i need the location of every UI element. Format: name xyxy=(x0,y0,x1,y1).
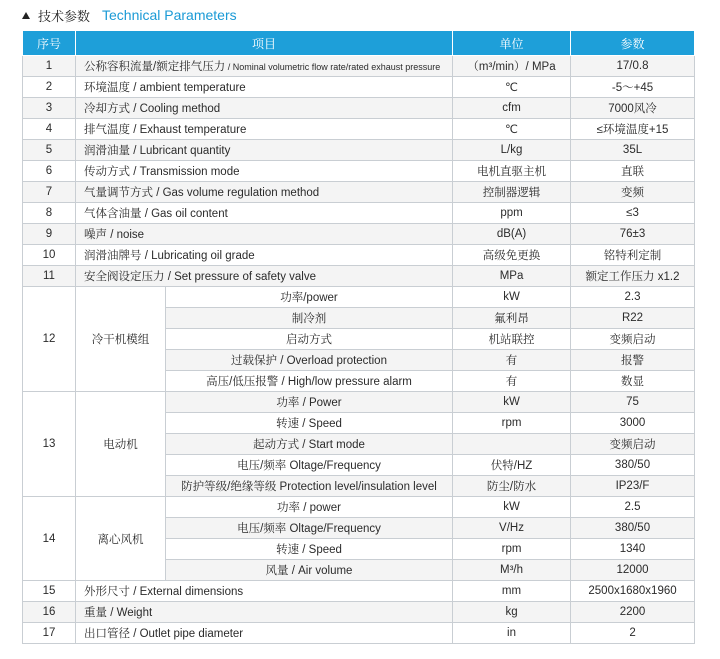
row-value: 76±3 xyxy=(571,224,695,245)
table-row xyxy=(23,98,695,119)
table-row xyxy=(23,77,695,98)
col-item: 项目 xyxy=(76,31,453,56)
row-item: 起动方式 / Start mode xyxy=(166,434,453,455)
row-item: 气体含油量 / Gas oil content xyxy=(76,203,453,224)
row-value: 12000 xyxy=(571,560,695,581)
table-row xyxy=(23,56,695,77)
row-unit: 控制器逻辑 xyxy=(453,182,571,203)
row-unit: 电机直驱主机 xyxy=(453,161,571,182)
row-value: 报警 xyxy=(571,350,695,371)
row-item: 冷却方式 / Cooling method xyxy=(76,98,453,119)
row-value: 2200 xyxy=(571,602,695,623)
row-value: 380/50 xyxy=(571,518,695,539)
table-row xyxy=(23,266,695,287)
row-unit: dB(A) xyxy=(453,224,571,245)
row-item: 传动方式 / Transmission mode xyxy=(76,161,453,182)
row-item: 排气温度 / Exhaust temperature xyxy=(76,119,453,140)
row-value: 直联 xyxy=(571,161,695,182)
row-item: 功率 / Power xyxy=(166,392,453,413)
row-value: 2.5 xyxy=(571,497,695,518)
row-value: 2 xyxy=(571,623,695,644)
row-value: IP23/F xyxy=(571,476,695,497)
row-value: 变频启动 xyxy=(571,329,695,350)
row-value: 35L xyxy=(571,140,695,161)
row-item: 外形尺寸 / External dimensions xyxy=(76,581,453,602)
row-no: 17 xyxy=(23,623,76,644)
row-unit: ℃ xyxy=(453,77,571,98)
row-unit: M³/h xyxy=(453,560,571,581)
row-item-cn: 公称容积流量/额定排气压力 xyxy=(84,61,226,73)
row-item: 功率 / power xyxy=(166,497,453,518)
row-value: 额定工作压力 x1.2 xyxy=(571,266,695,287)
row-value: 铭特利定制 xyxy=(571,245,695,266)
row-item xyxy=(76,56,453,77)
row-unit: V/Hz xyxy=(453,518,571,539)
row-value: 2500x1680x1960 xyxy=(571,581,695,602)
row-unit xyxy=(453,434,571,455)
group-no: 14 xyxy=(23,497,76,581)
table-row xyxy=(23,602,695,623)
group-name: 离心风机 xyxy=(76,497,166,581)
triangle-icon xyxy=(22,12,30,19)
row-unit: kg xyxy=(453,602,571,623)
row-unit: （m³/min）/ MPa xyxy=(453,56,571,77)
table-row xyxy=(23,224,695,245)
row-item: 转速 / Speed xyxy=(166,539,453,560)
row-unit: L/kg xyxy=(453,140,571,161)
row-unit: rpm xyxy=(453,413,571,434)
table-row xyxy=(23,140,695,161)
row-unit: in xyxy=(453,623,571,644)
row-no: 1 xyxy=(23,56,76,77)
row-unit: kW xyxy=(453,392,571,413)
row-unit: 高级免更换 xyxy=(453,245,571,266)
row-unit: 氟利昂 xyxy=(453,308,571,329)
table-row xyxy=(23,497,695,518)
row-value: 380/50 xyxy=(571,455,695,476)
row-value: 变频 xyxy=(571,182,695,203)
row-unit: 伏特/HZ xyxy=(453,455,571,476)
row-unit: MPa xyxy=(453,266,571,287)
row-item: 安全阀设定压力 / Set pressure of safety valve xyxy=(76,266,453,287)
row-value: 3000 xyxy=(571,413,695,434)
table-row xyxy=(23,245,695,266)
table-row xyxy=(23,581,695,602)
row-no: 6 xyxy=(23,161,76,182)
row-item: 转速 / Speed xyxy=(166,413,453,434)
row-unit: kW xyxy=(453,287,571,308)
row-item: 防护等级/绝缘等级 Protection level/insulation level xyxy=(166,476,453,497)
row-no: 11 xyxy=(23,266,76,287)
row-item: 启动方式 xyxy=(166,329,453,350)
row-value: ≤3 xyxy=(571,203,695,224)
row-no: 16 xyxy=(23,602,76,623)
table-row xyxy=(23,161,695,182)
row-item: 出口管径 / Outlet pipe diameter xyxy=(76,623,453,644)
group-name: 冷干机模组 xyxy=(76,287,166,392)
row-unit: 机站联控 xyxy=(453,329,571,350)
col-value: 参数 xyxy=(571,31,695,56)
row-unit: mm xyxy=(453,581,571,602)
header-row xyxy=(23,31,695,56)
row-unit: ppm xyxy=(453,203,571,224)
group-name: 电动机 xyxy=(76,392,166,497)
row-unit: kW xyxy=(453,497,571,518)
row-item: 制冷剂 xyxy=(166,308,453,329)
col-no: 序号 xyxy=(23,31,76,56)
row-item: 润滑油量 / Lubricant quantity xyxy=(76,140,453,161)
group-no: 13 xyxy=(23,392,76,497)
row-value: 2.3 xyxy=(571,287,695,308)
row-item: 电压/频率 Oltage/Frequency xyxy=(166,455,453,476)
row-item: 噪声 / noise xyxy=(76,224,453,245)
row-value: 数显 xyxy=(571,371,695,392)
row-no: 15 xyxy=(23,581,76,602)
row-item: 过载保护 / Overload protection xyxy=(166,350,453,371)
row-no: 9 xyxy=(23,224,76,245)
row-value: R22 xyxy=(571,308,695,329)
table-row xyxy=(23,182,695,203)
row-item: 润滑油牌号 / Lubricating oil grade xyxy=(76,245,453,266)
row-value: 7000风冷 xyxy=(571,98,695,119)
row-value: -5～+45 xyxy=(571,77,695,98)
col-unit: 单位 xyxy=(453,31,571,56)
row-item: 风量 / Air volume xyxy=(166,560,453,581)
table-row xyxy=(23,623,695,644)
row-value: 1340 xyxy=(571,539,695,560)
row-no: 7 xyxy=(23,182,76,203)
row-item: 环境温度 / ambient temperature xyxy=(76,77,453,98)
row-item: 高压/低压报警 / High/low pressure alarm xyxy=(166,371,453,392)
row-item: 重量 / Weight xyxy=(76,602,453,623)
group-no: 12 xyxy=(23,287,76,392)
row-item: 功率/power xyxy=(166,287,453,308)
row-value: 17/0.8 xyxy=(571,56,695,77)
heading-cn: 技术参数 xyxy=(38,8,91,24)
row-unit: ℃ xyxy=(453,119,571,140)
table-row xyxy=(23,203,695,224)
row-value: ≤环境温度+15 xyxy=(571,119,695,140)
row-unit: 防尘/防水 xyxy=(453,476,571,497)
row-no: 8 xyxy=(23,203,76,224)
row-item: 气量调节方式 / Gas volume regulation method xyxy=(76,182,453,203)
row-no: 5 xyxy=(23,140,76,161)
row-unit: cfm xyxy=(453,98,571,119)
row-value: 75 xyxy=(571,392,695,413)
row-item-en: / Nominal volumetric flow rate/rated exhaust pressure xyxy=(225,62,441,72)
section-heading xyxy=(22,4,237,26)
spec-table xyxy=(22,30,695,644)
row-no: 4 xyxy=(23,119,76,140)
row-value: 变频启动 xyxy=(571,434,695,455)
row-unit: 有 xyxy=(453,371,571,392)
table-row xyxy=(23,119,695,140)
row-no: 2 xyxy=(23,77,76,98)
row-item: 电压/频率 Oltage/Frequency xyxy=(166,518,453,539)
table-row xyxy=(23,287,695,308)
table-row xyxy=(23,392,695,413)
row-unit: 有 xyxy=(453,350,571,371)
row-no: 3 xyxy=(23,98,76,119)
heading-en: Technical Parameters xyxy=(102,7,237,23)
row-no: 10 xyxy=(23,245,76,266)
row-unit: rpm xyxy=(453,539,571,560)
